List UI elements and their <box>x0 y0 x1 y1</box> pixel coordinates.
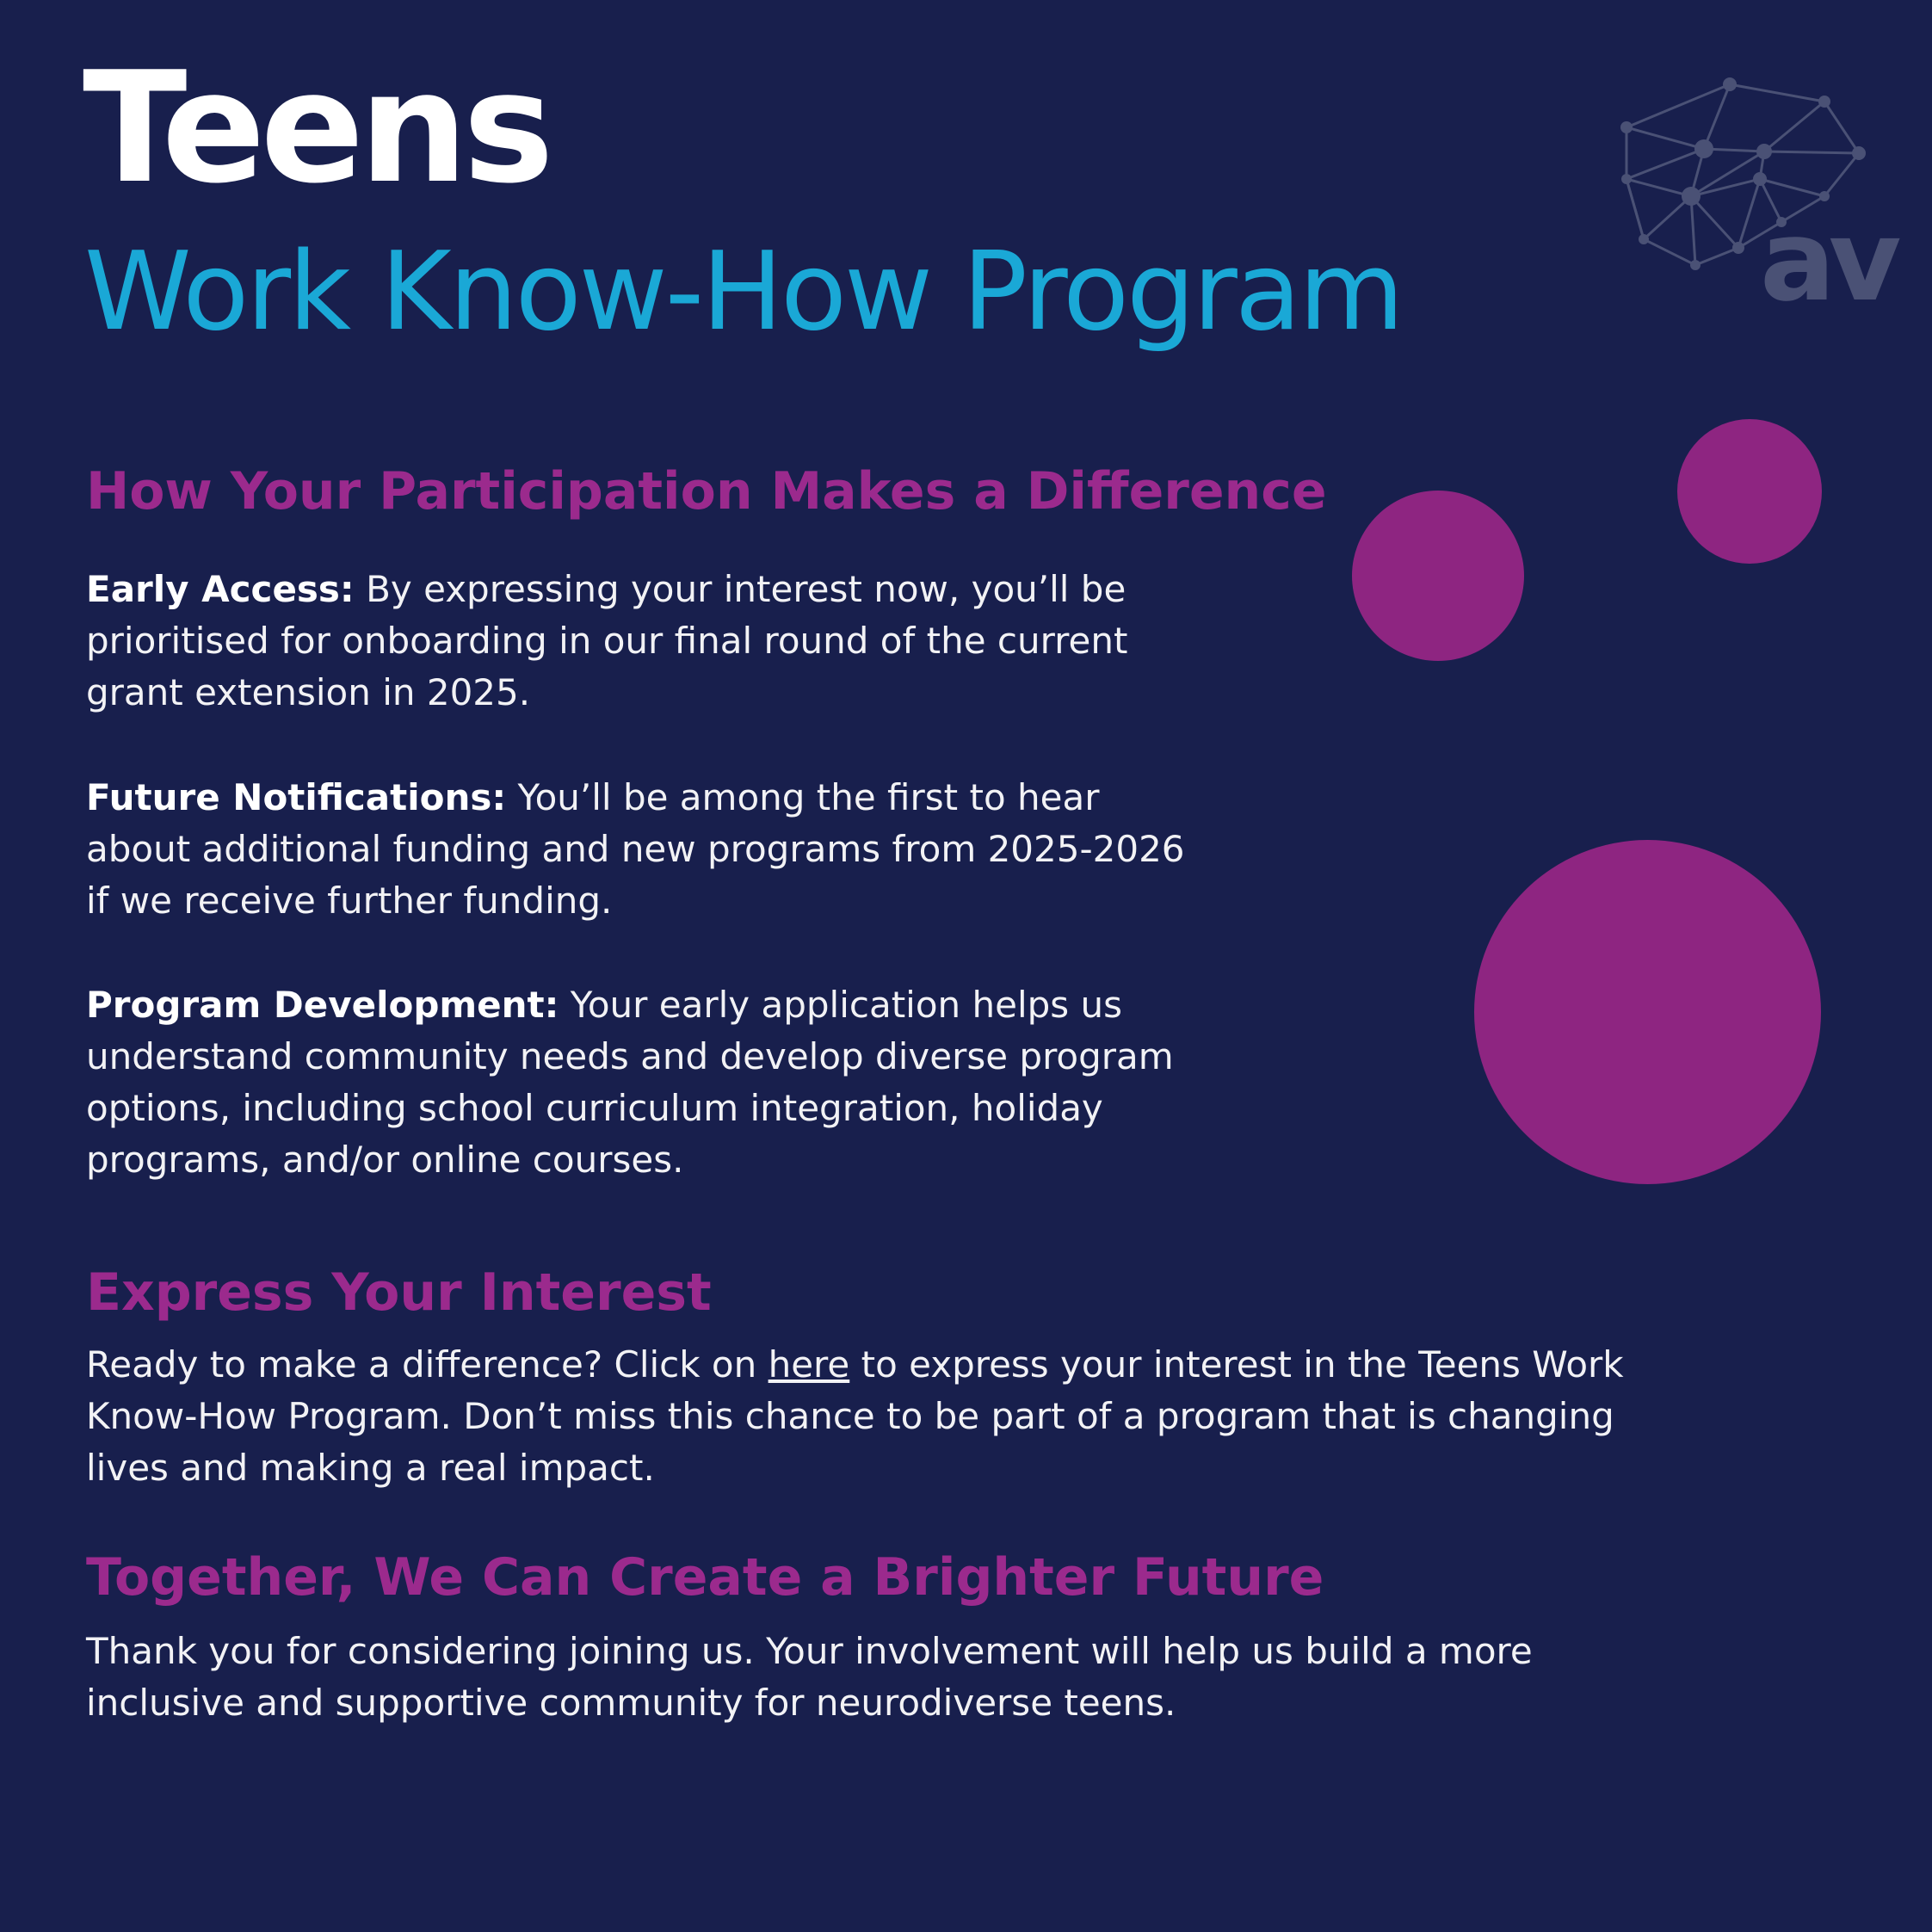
future-notifications-label: Future Notifications: <box>86 776 507 818</box>
early-access-paragraph <box>86 564 1170 719</box>
decorative-circle <box>1474 840 1821 1184</box>
program-development-label: Program Development: <box>86 984 559 1026</box>
network-brain-logo-icon <box>1609 67 1902 317</box>
future-notifications-text: You’ll be among the first to hear about additional funding and new programs from 2025-2026 if we receive further funding. <box>86 776 1185 922</box>
program-development-paragraph <box>86 979 1205 1186</box>
brighter-future-paragraph: Thank you for considering joining us. Your involvement will help us build a more inclusive and supportive community for neurodiverse teens. <box>86 1630 1533 1724</box>
program-subtitle: Work Know-How Program <box>84 228 1402 355</box>
participation-heading: How Your Participation Makes a Difference <box>86 461 1327 522</box>
early-access-label: Early Access: <box>86 568 355 610</box>
early-access-text: By expressing your interest now, you’ll be prioritised for onboarding in our final round of the current grant extension in 2025. <box>86 568 1128 713</box>
decorative-circle <box>1677 419 1822 564</box>
brighter-future-heading: Together, We Can Create a Brighter Future <box>86 1547 1324 1608</box>
express-interest-paragraph <box>86 1339 1635 1494</box>
express-interest-text-after: to express your interest in the Teens Work Know-How Program. Don’t miss this chance to be part of a program that is changing lives and making a real impact. <box>86 1343 1624 1489</box>
interest-link[interactable]: here <box>768 1343 850 1386</box>
express-interest-heading: Express Your Interest <box>86 1262 712 1323</box>
decorative-circle <box>1352 491 1524 661</box>
future-notifications-paragraph <box>86 772 1205 927</box>
logo-lettering: av <box>1760 195 1895 317</box>
program-development-text: Your early application helps us understand community needs and develop diverse program options, including school curriculum integration, holiday programs, and/or online courses. <box>86 984 1174 1181</box>
express-interest-text-before: Ready to make a difference? Click on <box>86 1343 768 1386</box>
page-title: Teens <box>83 39 549 217</box>
